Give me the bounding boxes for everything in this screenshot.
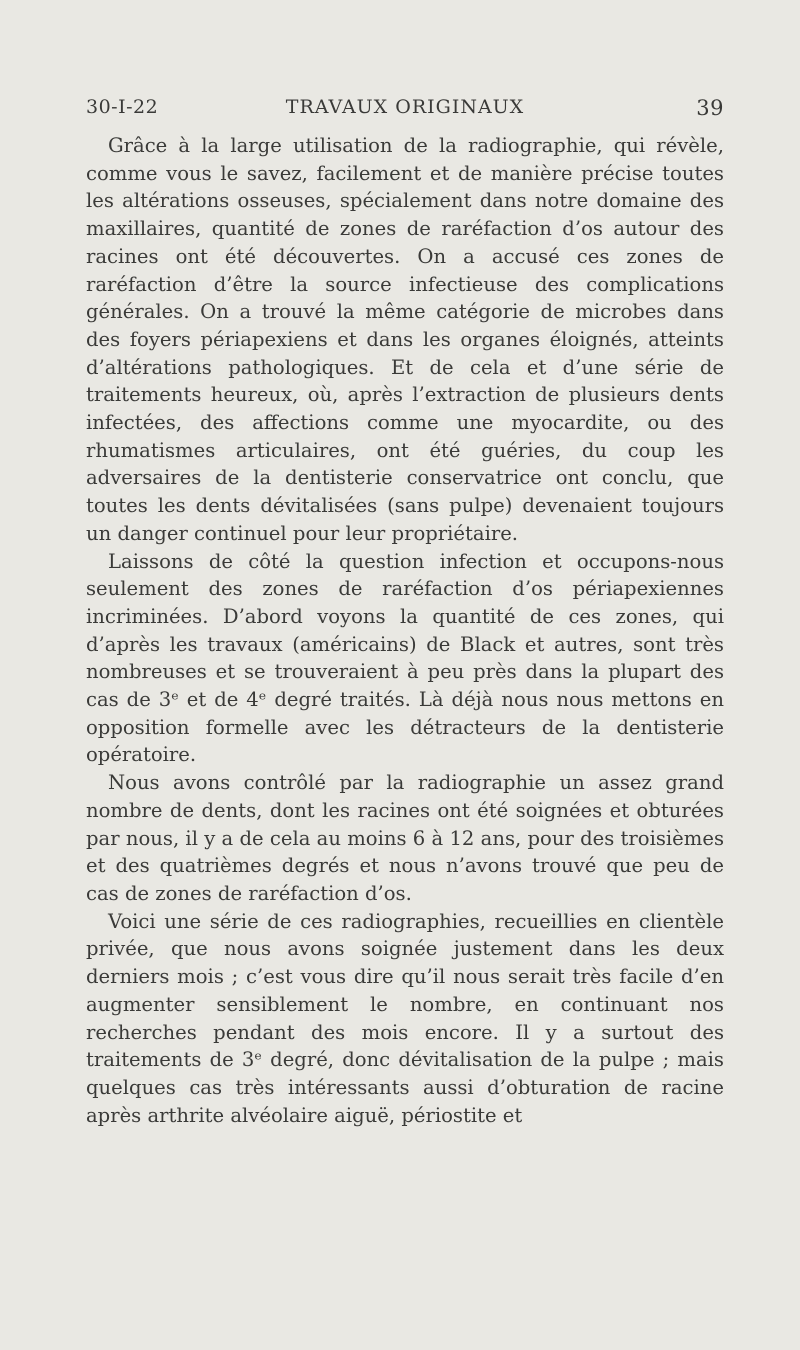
header-section-title: TRAVAUX ORIGINAUX xyxy=(285,96,525,118)
paragraph-2: Laissons de côté la question infection et occupons-nous seulement des zones de raréfaction d’os périapexiennes incriminées. D’abord voyons la quantité de ces zones, qui d’après les travaux (américains) de Black et autres, sont très nombreuses et se trouveraient à peu près dans la plupart des cas de 3ᵉ et de 4ᵉ degré traités. Là déjà nous nous mettons en opposition formelle avec les détracteurs de la dentisterie opératoire. xyxy=(86,549,724,767)
paragraph-3: Nous avons contrôlé par la radiographie un assez grand nombre de dents, dont les racines ont été soignées et obturées par nous, il y a de cela au moins 6 à 12 ans, pour des troisièmes et des quatrièmes degrés et nous n’avons trouvé que peu de cas de zones de raréfaction d’os. xyxy=(86,771,724,905)
paragraph-1: Grâce à la large utilisation de la radiographie, qui révèle, comme vous le savez, facilement et de manière précise toutes les altérations osseuses, spécialement dans notre domaine des maxillaires, quantité de zones de raréfaction d’os autour des racines ont été découvertes. On a accusé ces zones de raréfaction d’être la source infectieuse des complications générales. On a trouvé la même catégorie de microbes dans des foyers périapexiens et dans les organes éloignés, atteints d’altérations pathologiques. Et de cela et d’une série de traitements heureux, où, après l’extraction de plusieurs dents infectées, des affections comme une myocardite, ou des rhumatismes articulaires, ont été guéries, du coup les adversaires de la dentisterie conservatrice ont conclu, que toutes les dents dévitalisées (sans pulpe) devenaient toujours un danger continuel pour leur propriétaire. xyxy=(86,134,724,545)
body-text xyxy=(86,132,724,1129)
running-header xyxy=(86,96,724,126)
header-date: 30-I-22 xyxy=(86,96,159,118)
page-number: 39 xyxy=(696,96,724,120)
paragraph-4: Voici une série de ces radiographies, recueillies en clientèle privée, que nous avons soignée justement dans les deux derniers mois ; c’est vous dire qu’il nous serait très facile d’en augmenter sensiblement le nombre, en continuant nos recherches pendant des mois encore. Il y a surtout des traitements de 3ᵉ degré, donc dévitalisation de la pulpe ; mais quelques cas très intéressants aussi d’obturation de racine après arthrite alvéolaire aiguë, périostite et xyxy=(86,909,724,1127)
